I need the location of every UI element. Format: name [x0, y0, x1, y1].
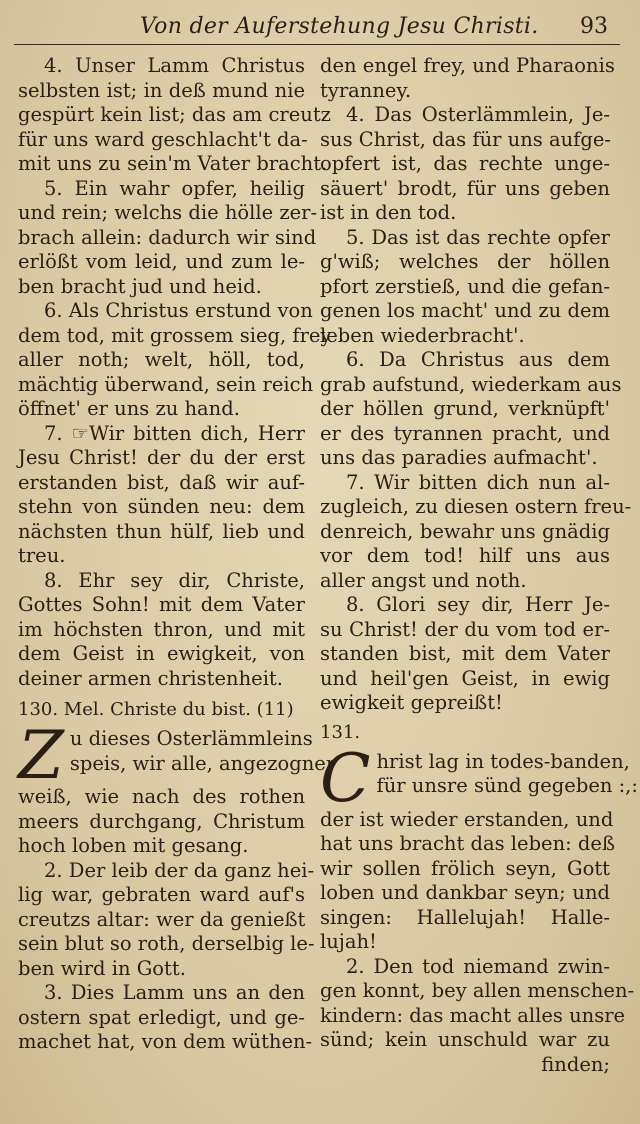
verse-line: Jesu Christ! der du der erst: [18, 446, 305, 469]
verse-line: ewigkeit gepreißt!: [320, 691, 503, 714]
hymn-130-verse-5: [320, 226, 610, 349]
verse-line: der höllen grund, verknüpft': [320, 397, 610, 420]
verse-line: den engel frey, und Pharaonis: [320, 54, 615, 77]
hymn-131-number: 131.: [320, 721, 361, 743]
hymn-130-verse-4: [320, 103, 610, 226]
verse-line: für uns ward geschlacht't da-: [18, 127, 308, 151]
verse-line: für unsre sünd gegeben :,:: [376, 774, 638, 797]
verse-line: und rein; welchs die hölle zer-: [18, 201, 318, 224]
verse-line: 8. Ehr sey dir, Christe,: [44, 568, 305, 592]
hymn-131-verse-2: [320, 954, 635, 1078]
verse-line: genen los macht' und zu dem: [320, 299, 610, 322]
verse-line: zugleich, zu diesen ostern freu-: [320, 495, 632, 518]
verse-line: im höchsten thron, und mit: [18, 617, 305, 641]
drop-cap-letter: Z: [18, 717, 64, 794]
verse-line: erstanden bist, daß wir auf-: [18, 470, 305, 494]
verse-line: sein blut so roth, derselbig le-: [18, 932, 315, 955]
verse-line: wir sollen frölich seyn, Gott: [320, 856, 610, 880]
verse-line: machet hat, von dem wüthen-: [18, 1030, 313, 1053]
drop-cap-letter: C: [320, 739, 371, 817]
verse-line: g'wiß; welches der höllen: [320, 250, 610, 273]
verse-line: singen: Hallelujah! Halle-: [320, 905, 610, 929]
hymn-131-verse-1: [320, 739, 638, 955]
left-column: [18, 54, 336, 1055]
verse-line: meers durchgang, Christum: [18, 809, 305, 833]
verse-line: loben und dankbar seyn; und: [320, 881, 610, 904]
header-title: Von der Auferstehung Jesu Christi.: [140, 14, 539, 39]
hymn-130-heading: 130. Mel. Christe du bist. (11): [18, 699, 294, 720]
hymn-130-verse-2: [18, 858, 315, 982]
verse-line: hoch loben mit gesang.: [18, 834, 249, 857]
verse-line: ostern spat erledigt, und ge-: [18, 1005, 305, 1029]
verse-line: aller noth; welt, höll, tod,: [18, 348, 305, 371]
verse-line: er des tyrannen pracht, und: [320, 421, 610, 445]
verse-line: und heil'gen Geist, in ewig: [320, 666, 610, 690]
verse-line: creutzs altar: wer da genießt: [18, 907, 306, 931]
verse-line: gespürt kein list; das am creutz: [18, 103, 331, 126]
verse-line: 7. Wir bitten dich nun al-: [346, 470, 610, 494]
hymn-130-verse-6: [320, 348, 622, 471]
verse-line: pfort zerstieß, und die gefan-: [320, 274, 610, 298]
verse-line: ist in den tod.: [320, 201, 457, 224]
verse-7: [18, 422, 305, 569]
header-rule: [14, 44, 620, 45]
verse-line: ben wird in Gott.: [18, 956, 186, 980]
verse-line: aller angst und noth.: [320, 568, 527, 592]
verse-line: dem Geist in ewigkeit, von: [18, 642, 305, 665]
hymn-130-verse-1: [18, 717, 336, 859]
catchword: finden;: [541, 1052, 610, 1076]
verse-line: der ist wieder erstanden, und: [320, 807, 614, 831]
verse-line: kindern: das macht alles unsre: [320, 1003, 626, 1027]
verse-line: 6. Da Christus aus dem: [346, 348, 610, 371]
verse-5: [18, 176, 318, 300]
right-column: [320, 54, 638, 1077]
verse-line: u dieses Osterlämmleins: [69, 727, 313, 750]
verse-line: mit uns zu sein'm Vater bracht.: [18, 152, 328, 175]
verse-line: grab aufstund, wiederkam aus: [320, 372, 622, 396]
running-header: [10, 8, 620, 46]
verse-line: nächsten thun hülf, lieb und: [18, 519, 305, 543]
verse-line: denreich, bewahr uns gnädig: [320, 519, 610, 543]
verse-line: dem tod, mit grossem sieg, frey: [18, 323, 332, 347]
hymn-130-verse-7: [320, 470, 632, 594]
verse-line: weiß, wie nach des rothen: [18, 785, 305, 808]
verse-line: erlößt vom leid, und zum le-: [18, 250, 305, 273]
verse-line: 5. Das ist das rechte opfer: [346, 225, 610, 249]
verse-line: sünd; kein unschuld war zu: [320, 1028, 610, 1051]
hymn-130-verse-3-continued: [320, 54, 615, 103]
verse-line: 4. Das Osterlämmlein, Je-: [346, 103, 610, 126]
verse-8: [18, 569, 305, 692]
verse-4: [18, 54, 331, 177]
verse-line: uns das paradies aufmacht'.: [320, 446, 598, 469]
verse-line: 2. Der leib der da ganz hei-: [44, 858, 315, 882]
verse-line: öffnet' er uns zu hand.: [18, 397, 240, 420]
verse-line: sus Christ, das für uns aufge-: [320, 127, 611, 151]
verse-line: gen konnt, bey allen menschen-: [320, 979, 635, 1002]
verse-line: brach allein: dadurch wir sind: [18, 225, 317, 249]
verse-line: leben wiederbracht'.: [320, 323, 525, 347]
verse-line: 6. Als Christus erstund von: [44, 299, 313, 322]
verse-line: 7. ☞Wir bitten dich, Herr: [44, 421, 305, 445]
verse-6: [18, 299, 332, 422]
verse-line: 5. Ein wahr opfer, heilig: [44, 176, 305, 200]
verse-line: hat uns bracht das leben: deß: [320, 832, 615, 855]
verse-line: stehn von sünden neu: dem: [18, 495, 305, 518]
verse-line: lig war, gebraten ward auf's: [18, 883, 305, 906]
verse-line: mächtig überwand, sein reich: [18, 372, 314, 396]
verse-line: säuert' brodt, für uns geben: [320, 176, 610, 200]
verse-line: standen bist, mit dem Vater: [320, 642, 610, 665]
verse-line: treu.: [18, 544, 66, 567]
verse-line: 2. Den tod niemand zwin-: [346, 954, 610, 978]
verse-line: 4. Unser Lamm Christus: [44, 54, 305, 77]
verse-line: 3. Dies Lamm uns an den: [44, 981, 305, 1004]
verse-line: Gottes Sohn! mit dem Vater: [18, 593, 305, 616]
verse-line: hrist lag in todes-banden,: [376, 749, 630, 773]
verse-line: lujah!: [320, 930, 377, 953]
verse-line: selbsten ist; in deß mund nie: [18, 78, 305, 102]
verse-line: deiner armen christenheit.: [18, 666, 283, 690]
verse-line: ben bracht jud und heid.: [18, 274, 262, 298]
verse-line: speis, wir alle, angezogner: [69, 751, 336, 775]
verse-line: opfert ist, das rechte unge-: [320, 152, 610, 175]
verse-line: vor dem tod! hilf uns aus: [320, 544, 610, 567]
page-number: 93: [580, 14, 608, 39]
hymn-130-verse-8: [320, 593, 610, 716]
hymn-130-verse-3: [18, 981, 313, 1055]
verse-line: tyranney.: [320, 78, 412, 102]
verse-line: su Christ! der du vom tod er-: [320, 617, 610, 641]
verse-line: 8. Glori sey dir, Herr Je-: [346, 593, 610, 616]
